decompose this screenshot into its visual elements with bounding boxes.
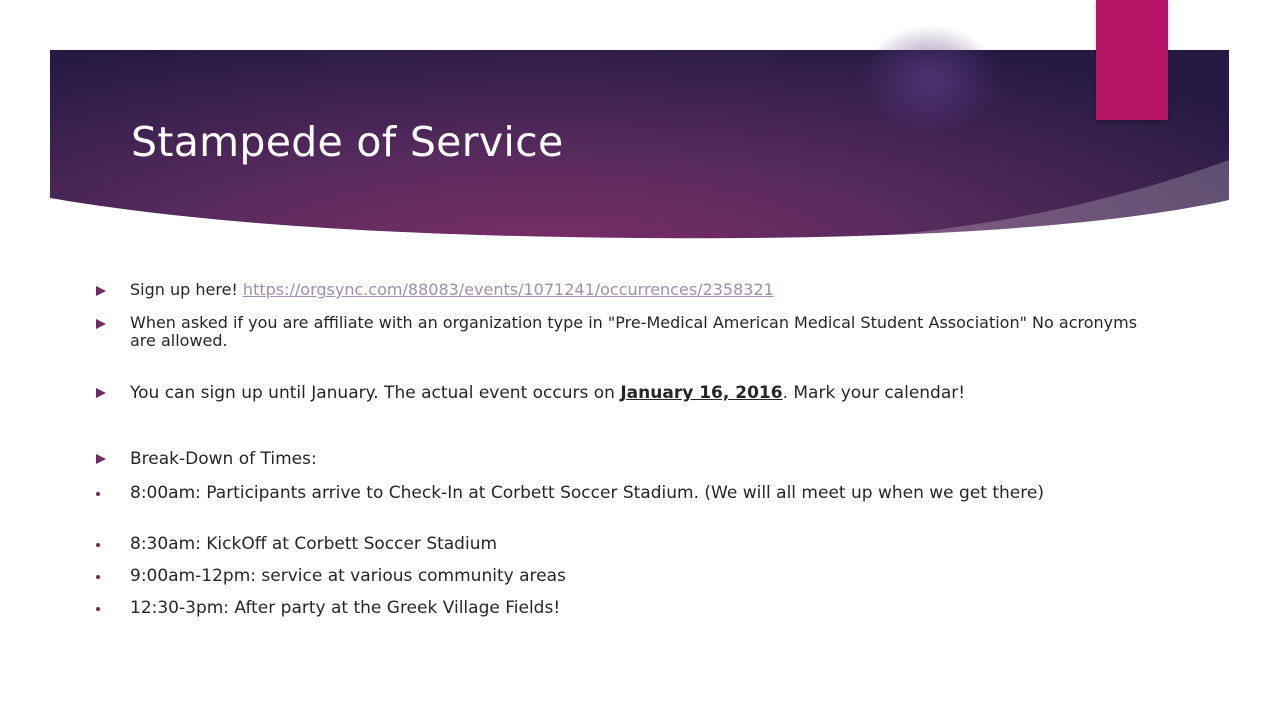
dot-bullet-icon (96, 607, 100, 611)
schedule-item (94, 534, 1170, 554)
dot-bullet-icon (96, 492, 100, 496)
dot-bullet-icon (96, 543, 100, 547)
schedule-text: 12:30-3pm: After party at the Greek Village Fields! (130, 598, 561, 618)
dot-bullet-icon (96, 575, 100, 579)
slide-title: Stampede of Service (131, 118, 564, 166)
bullet-signup (94, 281, 1170, 299)
arrow-bullet-icon (96, 454, 106, 464)
schedule-text: 9:00am-12pm: service at various community areas (130, 566, 566, 586)
arrow-bullet-icon (96, 286, 106, 296)
deadline-text: You can sign up until January. The actual event occurs on (130, 383, 621, 403)
accent-tab (1096, 0, 1168, 120)
schedule-text: 8:30am: KickOff at Corbett Soccer Stadium (130, 534, 498, 554)
bullet-breakdown (94, 449, 1170, 469)
signup-link[interactable]: https://orgsync.com/88083/events/1071241/occurrences/2358321 (242, 280, 774, 299)
event-date: January 16, 2016 (620, 383, 783, 403)
deadline-suffix: . Mark your calendar! (782, 383, 966, 403)
breakdown-heading: Break-Down of Times: (130, 449, 317, 469)
signup-text: Sign up here! (130, 280, 243, 299)
bullet-affiliate (94, 314, 1140, 350)
affiliate-text: When asked if you are affiliate with an organization type in "Pre-Medical American Medical Student Association" No acronyms are allowed. (130, 313, 1138, 350)
schedule-item (94, 483, 1170, 503)
bullet-deadline (94, 383, 1170, 403)
schedule-text: 8:00am: Participants arrive to Check-In at Corbett Soccer Stadium. (We will all meet up when we get there) (130, 483, 1044, 503)
arrow-bullet-icon (96, 319, 106, 329)
arrow-bullet-icon (96, 388, 106, 398)
schedule-item (94, 566, 1170, 586)
schedule-item (94, 598, 1170, 618)
